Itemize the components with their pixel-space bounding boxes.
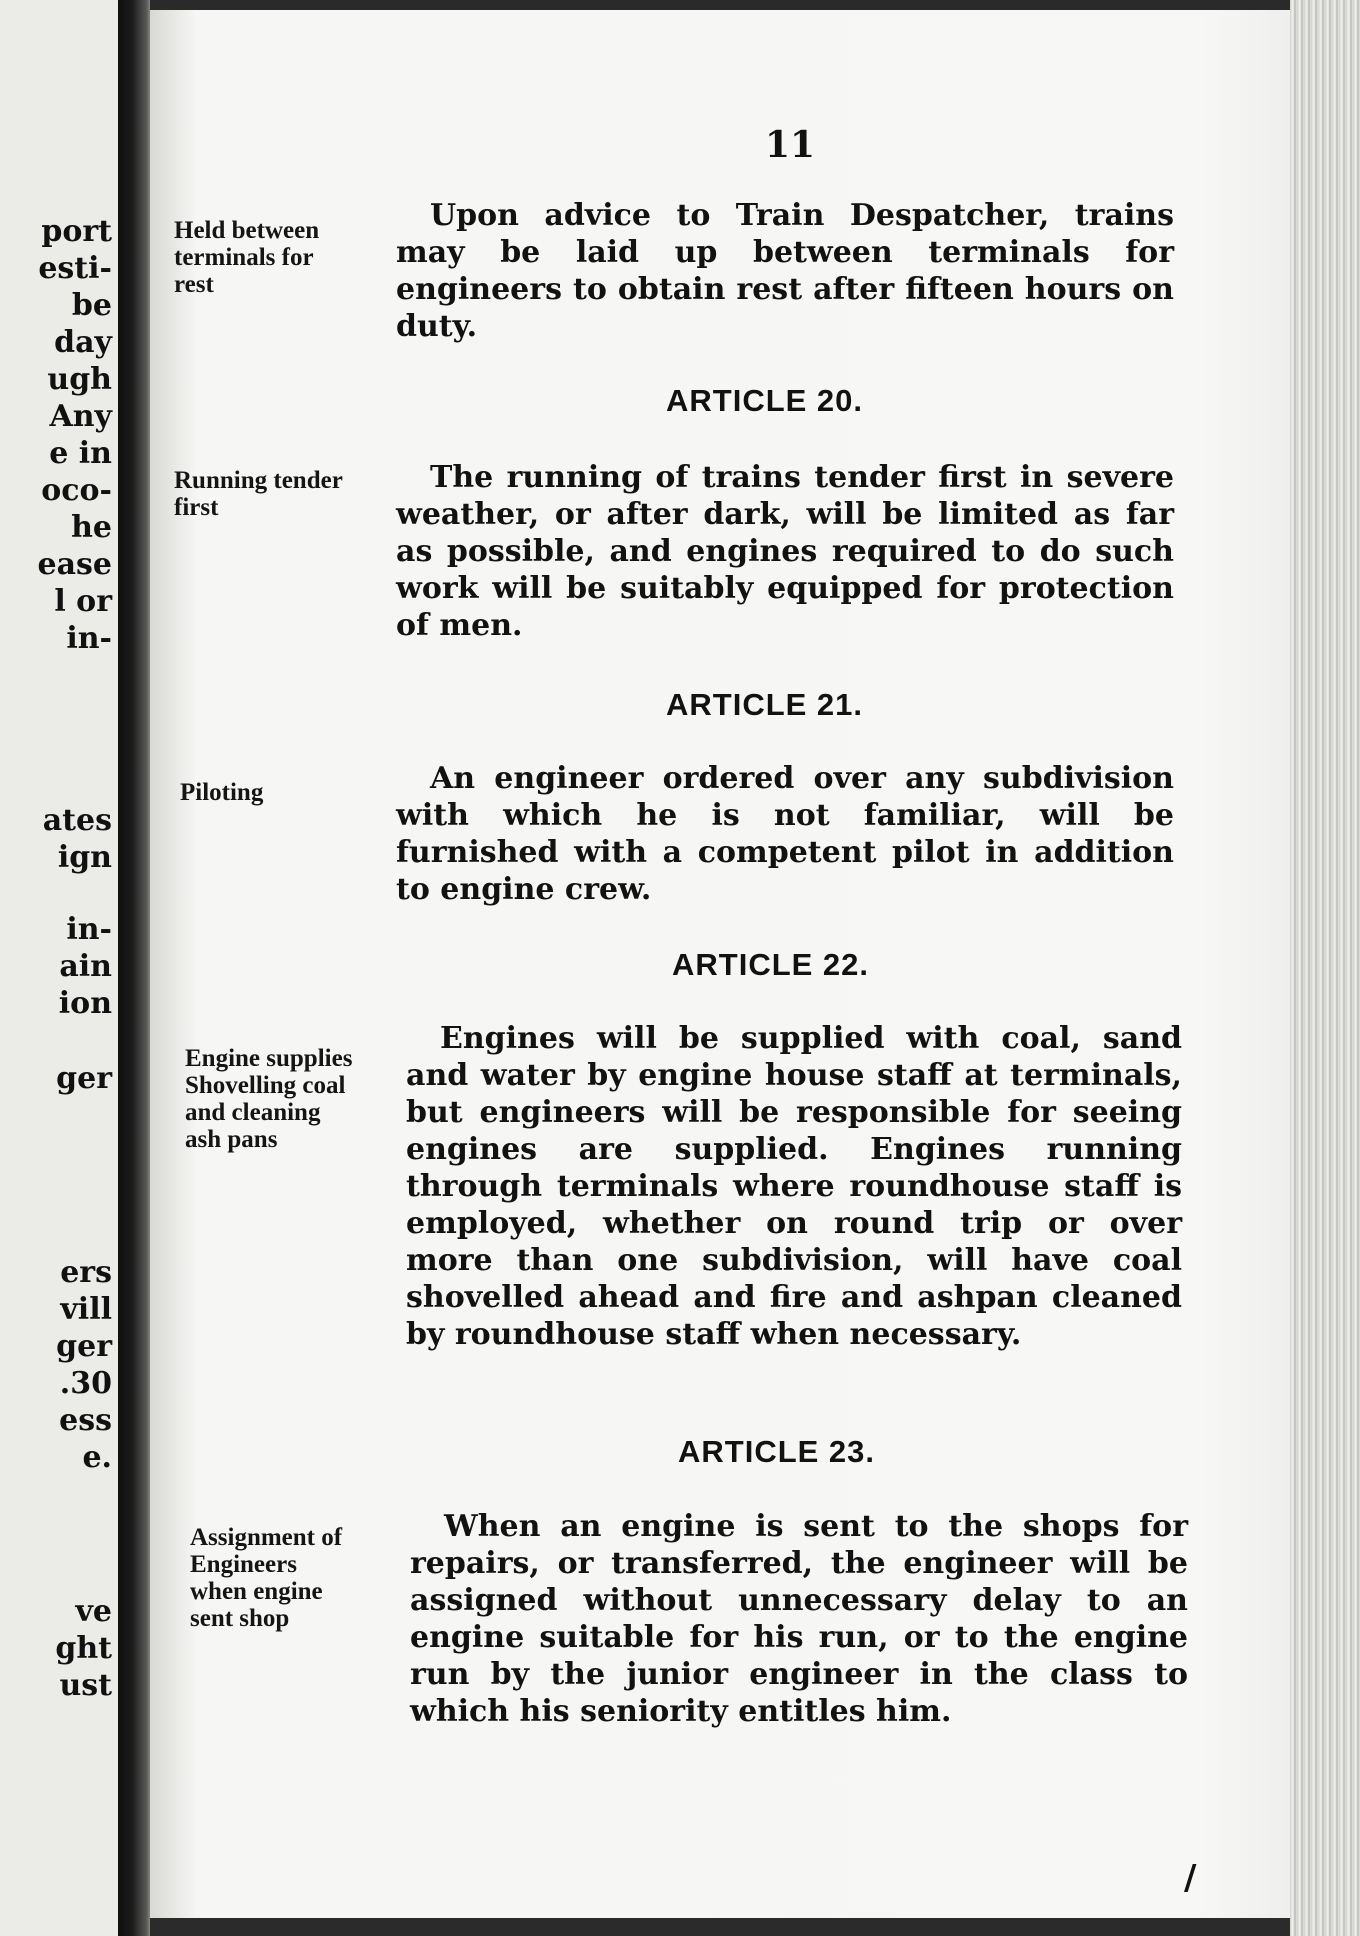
left-page-fragment: ers — [60, 1255, 112, 1290]
bottom-border — [150, 1918, 1290, 1936]
left-page-fragment: oco- — [41, 473, 112, 508]
article-21-heading: ARTICLE 21. — [666, 687, 864, 722]
left-page-fragment: he — [71, 510, 112, 545]
left-page-fragment: ugh — [47, 362, 112, 397]
page-edges — [1290, 0, 1360, 1936]
left-facing-page — [0, 0, 118, 1936]
paragraph-rest — [396, 197, 1174, 345]
left-page-fragment: e. — [82, 1440, 112, 1475]
left-page-fragment: Any — [49, 399, 112, 434]
top-border — [150, 0, 1290, 10]
left-page-fragment: day — [54, 325, 112, 360]
left-page-fragment: vill — [60, 1292, 112, 1327]
left-page-fragment: ion — [58, 986, 112, 1021]
left-page-fragment: ger — [56, 1061, 112, 1096]
left-page-fragment: in- — [66, 621, 112, 656]
left-page-fragment: l or — [54, 584, 112, 619]
left-page-fragment: ger — [56, 1329, 112, 1364]
left-page-fragment: esti- — [38, 251, 112, 286]
left-page-fragment: ust — [59, 1668, 112, 1703]
left-page-fragment: ates — [42, 803, 112, 838]
paragraph-tender-first — [396, 459, 1174, 644]
left-page-fragment: in- — [66, 912, 112, 947]
side-note-assignment: Assignment of Engineers when engine sent shop — [190, 1524, 343, 1632]
left-page-fragment: ign — [57, 840, 112, 875]
left-page-fragment: .30 — [59, 1366, 112, 1401]
side-note-piloting: Piloting — [180, 779, 264, 806]
paragraph-text: Upon advice to Train Despatcher, trains may be laid up between terminals for engineers to obtain rest after fifteen hours on duty. — [396, 198, 1174, 344]
paragraph-text: The running of trains tender first in severe weather, or after dark, will be limited as far as possible, and engines required to do such work will be suitably equipped for protection of men. — [396, 460, 1174, 643]
paragraph-text: An engineer ordered over any subdivision with which he is not familiar, will be furnished with a competent pilot in addition to engine crew. — [396, 761, 1174, 907]
side-note-tender-first: Running tender first — [174, 467, 343, 521]
left-page-fragment: ve — [75, 1594, 112, 1629]
paragraph-piloting — [396, 760, 1174, 908]
paragraph-text: When an engine is sent to the shops for repairs, or transferred, the engineer will be assigned without unnecessary delay to an engine suitable for his run, or to the engine run by the junior engineer in the class to which his seniority entitles him. — [410, 1509, 1188, 1729]
left-page-fragment: be — [71, 288, 112, 323]
corner-mark: / — [1184, 1858, 1197, 1898]
paragraph-text: Engines will be supplied with coal, sand and water by engine house staff at terminals, but engineers will be responsible for seeing engines are supplied. Engines running through terminals where roundhouse staff is employed, whether on round trip or over more than one subdivision, will have coal shovelled ahead and fire and ashpan cleaned by roundhouse staff when necessary. — [406, 1021, 1182, 1352]
left-page-fragment: ease — [37, 547, 112, 582]
book-gutter — [118, 0, 154, 1936]
left-page-fragment: ain — [59, 949, 112, 984]
left-page-fragment: ess — [59, 1403, 112, 1438]
side-note-rest: Held between terminals for rest — [174, 217, 320, 298]
left-page-fragment: ght — [55, 1631, 112, 1666]
article-23-heading: ARTICLE 23. — [678, 1434, 876, 1469]
paragraph-assignment — [410, 1508, 1188, 1730]
article-22-heading: ARTICLE 22. — [672, 947, 870, 982]
article-20-heading: ARTICLE 20. — [666, 383, 864, 418]
paragraph-engine-supplies — [406, 1020, 1182, 1353]
left-page-fragment: port — [41, 214, 112, 249]
left-page-fragment: e in — [49, 436, 112, 471]
side-note-engine-supplies: Engine supplies Shovelling coal and cleaning ash pans — [185, 1045, 353, 1153]
page-number: 11 — [764, 124, 816, 166]
